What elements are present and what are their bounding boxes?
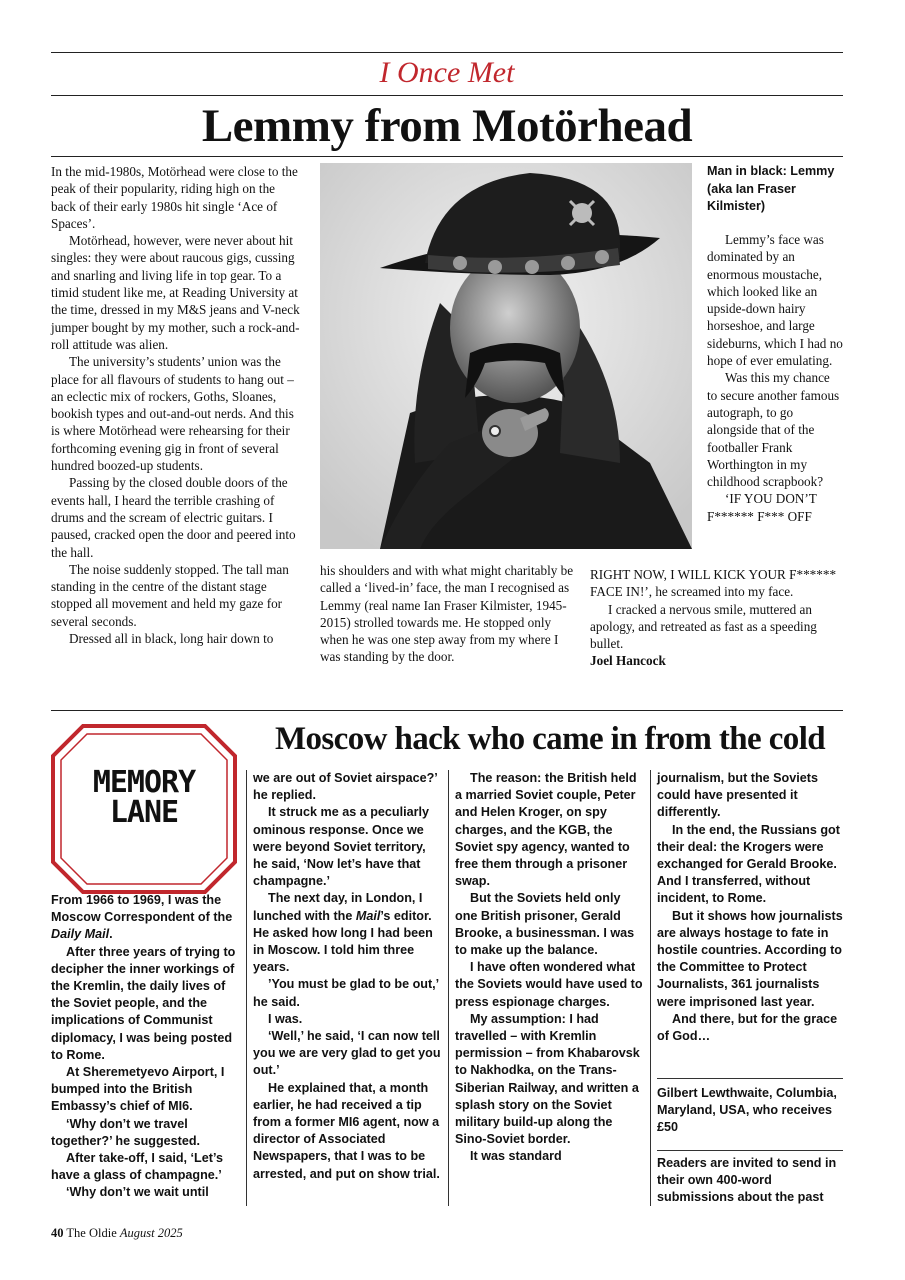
paragraph: Passing by the closed double doors of the events hall, I heard the terrible crashing of drums and the scream of electric guitars. I paused, cracked open the door and peered into the hall. [51,475,296,560]
paragraph: After three years of trying to decipher the inner workings of the Kremlin, the daily lives of the Soviet people, and the implications of Communist diplomacy, I was being posted to Rome. [51,944,236,1062]
paragraph: It was standard [470,1149,562,1164]
paragraph: At Sheremetyevo Airport, I bumped into the British Embassy’s chief of MI6. [51,1065,225,1114]
paragraph: After take-off, I said, ‘Let’s have a glass of champagne.’ [51,1151,223,1183]
article1-column-1 [51,163,303,647]
magazine-name: The Oldie [66,1226,117,1240]
contributor-rule [657,1078,843,1079]
kicker-rule [51,95,843,96]
paragraph: In the end, the Russians got their deal: the Krogers were exchanged for Gerald Brooke. And I transferred, without incident, to Rome. [657,822,840,906]
badge-label-line-1: MEMORY [92,765,196,800]
memory-lane-badge-icon [51,724,237,894]
paragraph: RIGHT NOW, I WILL KICK YOUR F****** FACE IN!’, he screamed into my face. [590,567,837,600]
page-number: 40 [51,1226,64,1240]
paragraph: we are out of Soviet airspace?’ he replied. [253,771,438,803]
paragraph: Dressed all in black, long hair down to [69,631,274,647]
paragraph: The reason: the British held a married Soviet couple, Peter and Helen Kroger, on spy charges, and the KGB, the Soviet spy agency, wanted to free them through a prisoner swap. [455,771,637,889]
paragraph: The university’s students’ union was the place for all flavours of students to hang out – an eclectic mix of rockers, Goths, Sloanes, bookish types and out-and-out nerds. And this is where Motörhead were rehearsing for their forthcoming evening gig in front of several hundred boozed-up students. [51,354,294,474]
paragraph: The noise suddenly stopped. The tall man standing in the centre of the distant stage stopped all movement and held my gaze for several seconds. [51,561,289,629]
headline-rule [51,156,843,157]
article-headline: Lemmy from Motörhead [201,100,693,152]
contributor-credit: Gilbert Lewthwaite, Columbia, Maryland, USA, who receives £50 [657,1086,837,1135]
section-divider [51,710,843,711]
article1-column-3-side [707,231,843,525]
paragraph: But the Soviets held only one British prisoner, Gerald Brooke, a businessman. I was to make up the balance. [455,891,635,958]
issue-date: August 2025 [119,1226,183,1240]
paragraph: Motörhead, however, were never about hit singles: they were about raucous gigs, cussing and snarling and living life in top gear. To a timid student like me, at Reading University at the time, dressed in my M&S jeans and V-neck jumper bought by my mother, such a rock-and-roll attitude was alien. [51,233,300,352]
paragraph: My assumption: I had travelled – with Kremlin permission – from Khabarovsk to Nakhodka, on the Trans-Siberian Railway, and written a splash story on the Soviet military build-up along the Sino-Soviet border. [455,1011,640,1147]
section-kicker: I Once Met [379,56,515,89]
article1-column-2 [320,562,575,666]
intro-text: From 1966 to 1969, I was the Moscow Correspondent of the [51,893,233,925]
paragraph: In the mid-1980s, Motörhead were close to the peak of their popularity, riding high on the back of their early 1980s hit single ‘Ace of Spaces’. [51,164,298,231]
column-divider [650,770,651,1206]
paragraph: He explained that, a month earlier, he had received a tip from a former MI6 agent, now a director of Associated Newspapers, that I was to be arrested, and put on show trial. [253,1080,440,1181]
paragraph [253,890,441,976]
paragraph: I cracked a nervous smile, muttered an apology, and retreated as fast as a speeding bullet. [590,601,817,652]
memory-lane-headline: Moscow hack who came in from the cold [274,721,826,757]
page-folio [51,1226,183,1241]
invite-rule [657,1150,843,1151]
column-divider [246,770,247,1206]
article1-column-3-bottom [590,566,843,670]
article2-column-1 [51,892,239,1202]
lemmy-photo [320,163,692,549]
intro-text-end: . [109,927,113,942]
intro-publication: Daily Mail [51,927,110,942]
column-divider [448,770,449,1206]
paragraph: But it shows how journalists are always hostage to fate in hostile countries. According to the Committee to Protect Journalists, 361 journalists were imprisoned last year. [657,908,843,1009]
submission-invite: Readers are invited to send in their own 400-word submissions about the past [657,1156,837,1205]
paragraph: Was this my chance to secure another famous autograph, to go alongside that of the footballer Frank Worthington in my childhood scrapbook? [707,370,840,490]
article2-column-3 [455,770,643,1166]
paragraph: ’You must be glad to be out,’ he said. [253,977,439,1009]
paragraph: It struck me as a peculiarly ominous response. Once we were beyond Soviet territory, he said, ‘Now let’s have that champagne.’ [253,805,430,889]
paragraph: ‘IF YOU DON’T F****** F*** OFF [707,491,817,524]
paragraph: I have often wondered what the Soviets would have used to press espionage charges. [455,960,643,1009]
paragraph: ‘Why don’t we wait until [66,1185,209,1200]
article2-column-4 [657,770,845,1045]
intro-paragraph [51,892,239,944]
publication-name: Mail [355,908,381,923]
photo-caption: Man in black: Lemmy (aka Ian Fraser Kilmister) [707,164,835,213]
paragraph: ‘Why don’t we travel together?’ he suggested. [51,1116,201,1148]
top-rule [51,52,843,53]
paragraph: his shoulders and with what might charitably be called a ‘lived-in’ face, the man I recognised as Lemmy (real name Ian Fraser Kilmister, 1945-2015) strolled towards me. He stopped only when he was one step away from my where I was standing by the door. [320,563,574,665]
paragraph: And there, but for the grace of God… [657,1011,838,1044]
paragraph: journalism, but the Soviets could have presented it differently. [657,771,818,820]
paragraph-text-end: ’s editor. He asked how long I had been in Moscow. I told him three years. [253,908,433,975]
badge-label-line-2: LANE [109,795,179,830]
paragraph: I was. [268,1011,303,1026]
paragraph-text: The next day, in London, I lunched with the [253,891,423,923]
paragraph: ‘Well,’ he said, ‘I can now tell you we are very glad to get you out.’ [253,1029,441,1078]
paragraph: Lemmy’s face was dominated by an enormous moustache, which looked like an upside-down hairy horseshoe, and large sideburns, which I had no hope of ever emulating. [707,232,843,369]
photo-illustration [320,163,692,549]
article2-column-2 [253,770,441,1183]
article-signature: Joel Hancock [590,653,666,669]
